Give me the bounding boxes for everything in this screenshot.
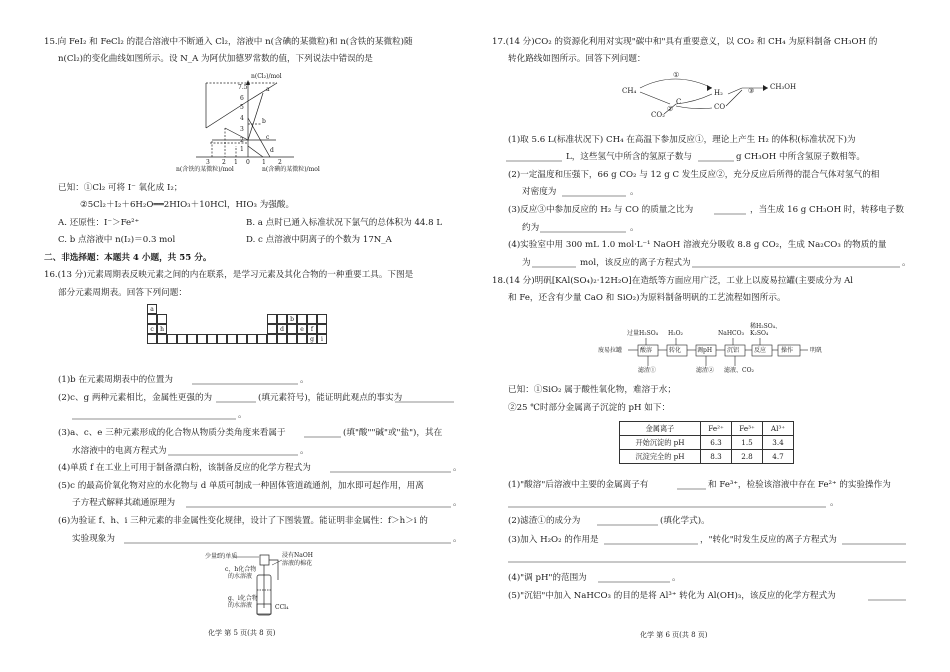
flow-raw: 废易拉罐 [598,347,623,354]
q17-sub-4a: (4)实验室中用 300 mL 1.0 mol·L⁻¹ NaOH 溶液充分吸收 8.8 g CO₂，生成 Na₂CO₃ 的物质的量 [508,240,887,250]
point-label: d [270,147,274,154]
y-tick: 6 [240,95,244,102]
flow-reagent-1: 过量H₂SO₄ [627,330,659,337]
graph-x-axis-left-label: n(含铁的某微粒)/mol [176,166,234,173]
ph-cell: 3.4 [763,436,794,450]
ph-cell: 沉淀完全的 pH [620,450,701,464]
diagram-co2: CO₂ [651,111,665,119]
x-tick: 2 [222,159,226,166]
flow-waste-1: 滤渣① [638,367,657,374]
q15-option-c: C. b 点溶液中 n(I₂)＝0.3 mol [58,235,176,245]
ph-header-cell: Al³⁺ [763,422,794,436]
diagram-step-3: ③ [748,87,755,95]
q18-stem-line2: 和 Fe，还含有少量 CaO 和 SiO₂)为原料制备明矾的工艺流程如图所示。 [508,293,786,303]
periodic-cell: g [307,334,317,344]
y-tick: 7.5 [238,84,248,91]
ph-cell: 2.8 [732,450,763,464]
q17-stem-line1: 17.(14 分)CO₂ 的资源化利用对实现"碳中和"具有重要意义，以 CO₂ 和 CH₄ 为原料制备 CH₃OH 的 [492,37,878,47]
q17-sub-3d: 。 [630,223,639,233]
q18-known-1: 已知：①SiO₂ 属于酸性氧化物，难溶于水； [508,385,676,395]
ph-cell: 8.3 [701,450,732,464]
y-tick: 3 [240,126,244,133]
q16-stem-line1: 16.(13 分)元素周期表反映元素之间的内在联系，是学习元素及其化合物的一种重要工具。下图是 [44,270,414,280]
periodic-cell: h [157,324,167,334]
page-footer-right: 化学 第 6 页(共 8 页) [640,631,708,639]
q16-sub-3c: 水溶液中的电离方程式为 [72,446,167,456]
q16-sub-1-end: 。 [300,375,309,385]
periodic-cell: c [147,324,157,334]
q16-sub-4b: 。 [453,463,462,473]
periodic-cell: f [307,324,317,334]
flow-step: 反应 [754,347,767,354]
q15-stem-line1: 15.向 FeI₂ 和 FeCl₂ 的混合溶液中不断通入 Cl₂，溶液中 n(含碘的某微粒)和 n(含铁的某微粒)随 [44,37,413,47]
ph-cell: 1.5 [732,436,763,450]
flow-reagent-4a: 稀H₂SO₄、 [750,323,782,330]
apparatus-label-gi-2: 的水溶液 [228,602,253,609]
apparatus-label-gi: g、i化合物 [228,595,258,602]
q18-sub-3a: (3)加入 H₂O₂ 的作用是 [508,535,599,545]
q15-stem-line2: n(Cl₂)的变化曲线如图所示。设 N_A 为阿伏加德罗常数的值，下列说法中错误的是 [58,54,373,64]
ph-header-cell: Fe²⁺ [701,422,732,436]
diagram-ch3oh: CH₃OH [770,83,797,91]
q18-sub-4a: (4)"调 pH"的范围为 [508,573,587,583]
flow-step: 调pH [697,347,713,354]
q17-sub-2b: 对密度为 [522,187,557,197]
apparatus-label-ccl4: CCl₄ [275,604,289,611]
q18-sub-2b: (填化学式)。 [660,516,710,526]
q18-stem-line1: 18.(14 分)明矾[KAl(SO₄)₂·12H₂O]在造纸等方面应用广泛，工业上以废易拉罐(主要成分为 Al [492,276,854,286]
q16-sub-3b: (填"酸""碱"或"盐")，其在 [343,428,443,438]
page-footer-left: 化学 第 5 页(共 8 页) [208,629,276,637]
q16-sub-4a: (4)单质 f 在工业上可用于制备漂白粉，该制备反应的化学方程式为 [58,463,311,473]
q16-stem-line2: 部分元素周期表。回答下列问题： [58,288,187,298]
section-2-title: 二、非选择题：本题共 4 小题，共 55 分。 [44,253,212,263]
q15-option-a: A. 还原性：I⁻＞Fe²⁺ [58,218,140,228]
y-tick: 4 [240,115,244,122]
flow-waste-2: 滤渣② [696,367,715,374]
flow-reagent-2: H₂O₂ [668,330,683,337]
diagram-h2: H₂ [714,89,723,97]
flow-step: 沉铝 [727,347,740,354]
q17-sub-3b: ，当生成 16 g CH₃OH 时，转移电子数 [750,205,904,215]
q17-sub-2a: (2)一定温度和压强下，66 g CO₂ 与 12 g C 发生反应②，充分反应后所得的混合气体对氢气的相 [508,170,880,180]
q16-sub-6b: 实验现象为 [72,534,115,544]
ph-header-cell: Fe³⁺ [732,422,763,436]
flow-waste-3: 滤液、CO₂ [724,367,754,374]
q16-sub-2c: 。 [238,410,247,420]
diagram-c: C [676,98,682,106]
q17-sub-4b: 为 [522,258,531,268]
flow-step: 转化 [669,347,682,354]
periodic-cell: b [287,314,297,324]
ph-cell: 6.3 [701,436,732,450]
q18-sub-1a: (1)"酸溶"后溶液中主要的金属离子有 [508,480,649,490]
ph-cell: 4.7 [763,450,794,464]
q16-sub-5c: 。 [453,498,462,508]
diagram-step-1: ① [673,71,680,79]
diagram-co: CO [714,103,726,111]
point-label: c [266,134,270,141]
q16-sub-5b: 子方程式解释其疏通原理为 [72,498,176,508]
q18-sub-2a: (2)滤渣①的成分为 [508,516,581,526]
x-tick: 0 [246,159,250,166]
q18-sub-5a: (5)"沉铝"中加入 NaHCO₃ 的目的是将 Al³⁺ 转化为 Al(OH)₃，该反应的化学方程式为 [508,591,836,601]
y-tick: 1 [240,146,244,153]
q16-sub-3d: 。 [300,446,309,456]
q18-sub-1b: 和 Fe³⁺，检验该溶液中存在 Fe²⁺ 的实验操作为 [708,480,891,490]
q17-stem-line2: 转化路线如图所示。回答下列问题： [508,54,646,64]
q16-sub-3a: (3)a、c、e 三种元素形成的化合物从物质分类角度来看属于 [58,428,286,438]
q17-sub-4c: mol，该反应的离子方程式为 [580,258,691,268]
q18-sub-1c: 。 [830,498,839,508]
x-tick: 2 [278,159,282,166]
q15-option-b: B. a 点时已通入标准状况下氯气的总体积为 44.8 L [246,218,443,228]
flow-step: 酸溶 [640,347,653,354]
point-label: a [266,86,270,93]
flow-reagent-4b: K₂SO₄ [750,330,769,337]
graph-x-axis-right-label: n(含碘的某微粒)/mol [262,166,320,173]
q17-sub-2c: 。 [630,187,639,197]
x-tick: 1 [234,159,238,166]
x-tick: 3 [206,159,210,166]
q17-sub-1a: (1)取 5.6 L(标准状况下) CH₄ 在高温下参加反应①，理论上产生 H₂ 的体积(标准状况下)为 [508,135,856,145]
q16-sub-2a: (2)c、g 两种元素相比，金属性更强的为 [58,393,213,403]
q15-option-d: D. c 点溶液中阴离子的个数为 17N_A [246,235,392,245]
q15-known-2: ②5Cl₂＋I₂＋6H₂O══2HIO₃＋10HCl，HIO₃ 为强酸。 [80,200,295,210]
q17-sub-3a: (3)反应③中参加反应的 H₂ 与 CO 的质量之比为 [508,205,694,215]
q17-sub-1c: g CH₃OH 中所含氢原子数相等。 [736,152,865,162]
graph-y-axis-label: n(Cl₂)/mol [251,73,282,80]
q16-sub-2b: (填元素符号)，能证明此观点的事实为 [258,393,403,403]
ph-cell: 开始沉淀的 pH [620,436,701,450]
x-tick: 1 [262,159,266,166]
q17-sub-4d: 。 [902,258,911,268]
diagram-ch4: CH₄ [622,87,637,95]
apparatus-label-naoh: 浸有NaOH [282,552,313,559]
diagram-step-2: ② [667,105,674,113]
flow-product: 明矾 [810,347,823,354]
y-tick: 5 [240,104,244,111]
periodic-cell: a [147,304,157,314]
q18-known-2: ②25 ℃时部分金属离子沉淀的 pH 如下： [508,403,671,413]
q17-sub-1b: L，这些氢气中所含的氢原子数与 [566,152,693,162]
q18-sub-4b: 。 [672,573,681,583]
flow-reagent-3: NaHCO₃ [718,330,744,337]
periodic-cell: i [317,334,327,344]
apparatus-label-ch-2: 的水溶液 [228,573,253,580]
q15-known-1: 已知：①Cl₂ 可将 I⁻ 氧化成 I₂； [58,183,183,193]
q16-sub-1: (1)b 在元素周期表中的位置为 [58,375,173,385]
flow-step: 操作 [781,347,794,354]
apparatus-label-ch: c、h化合物 [225,566,257,573]
q16-sub-6a: (6)为验证 f、h、i 三种元素的非金属性变化规律，设计了下图装置。能证明非金属性：f＞h＞i 的 [58,516,428,526]
periodic-cell: d [277,324,287,334]
apparatus-label-f: 少量f的单质 [205,553,238,560]
q16-sub-5a: (5)c 的最高价氧化物对应的水化物与 d 单质可制成一种固体管道疏通剂，加水即可起作用，用离 [58,481,424,491]
q18-sub-3b: ，"转化"时发生反应的离子方程式为 [700,535,837,545]
q17-sub-3c: 约为 [522,223,540,233]
ph-header-cell: 金属离子 [620,422,701,436]
point-label: b [262,118,266,125]
q16-sub-6c: 。 [453,534,462,544]
apparatus-label-cotton: 溶液的棉花 [282,560,313,567]
periodic-cell: e [297,324,307,334]
y-tick: 2 [240,137,244,144]
